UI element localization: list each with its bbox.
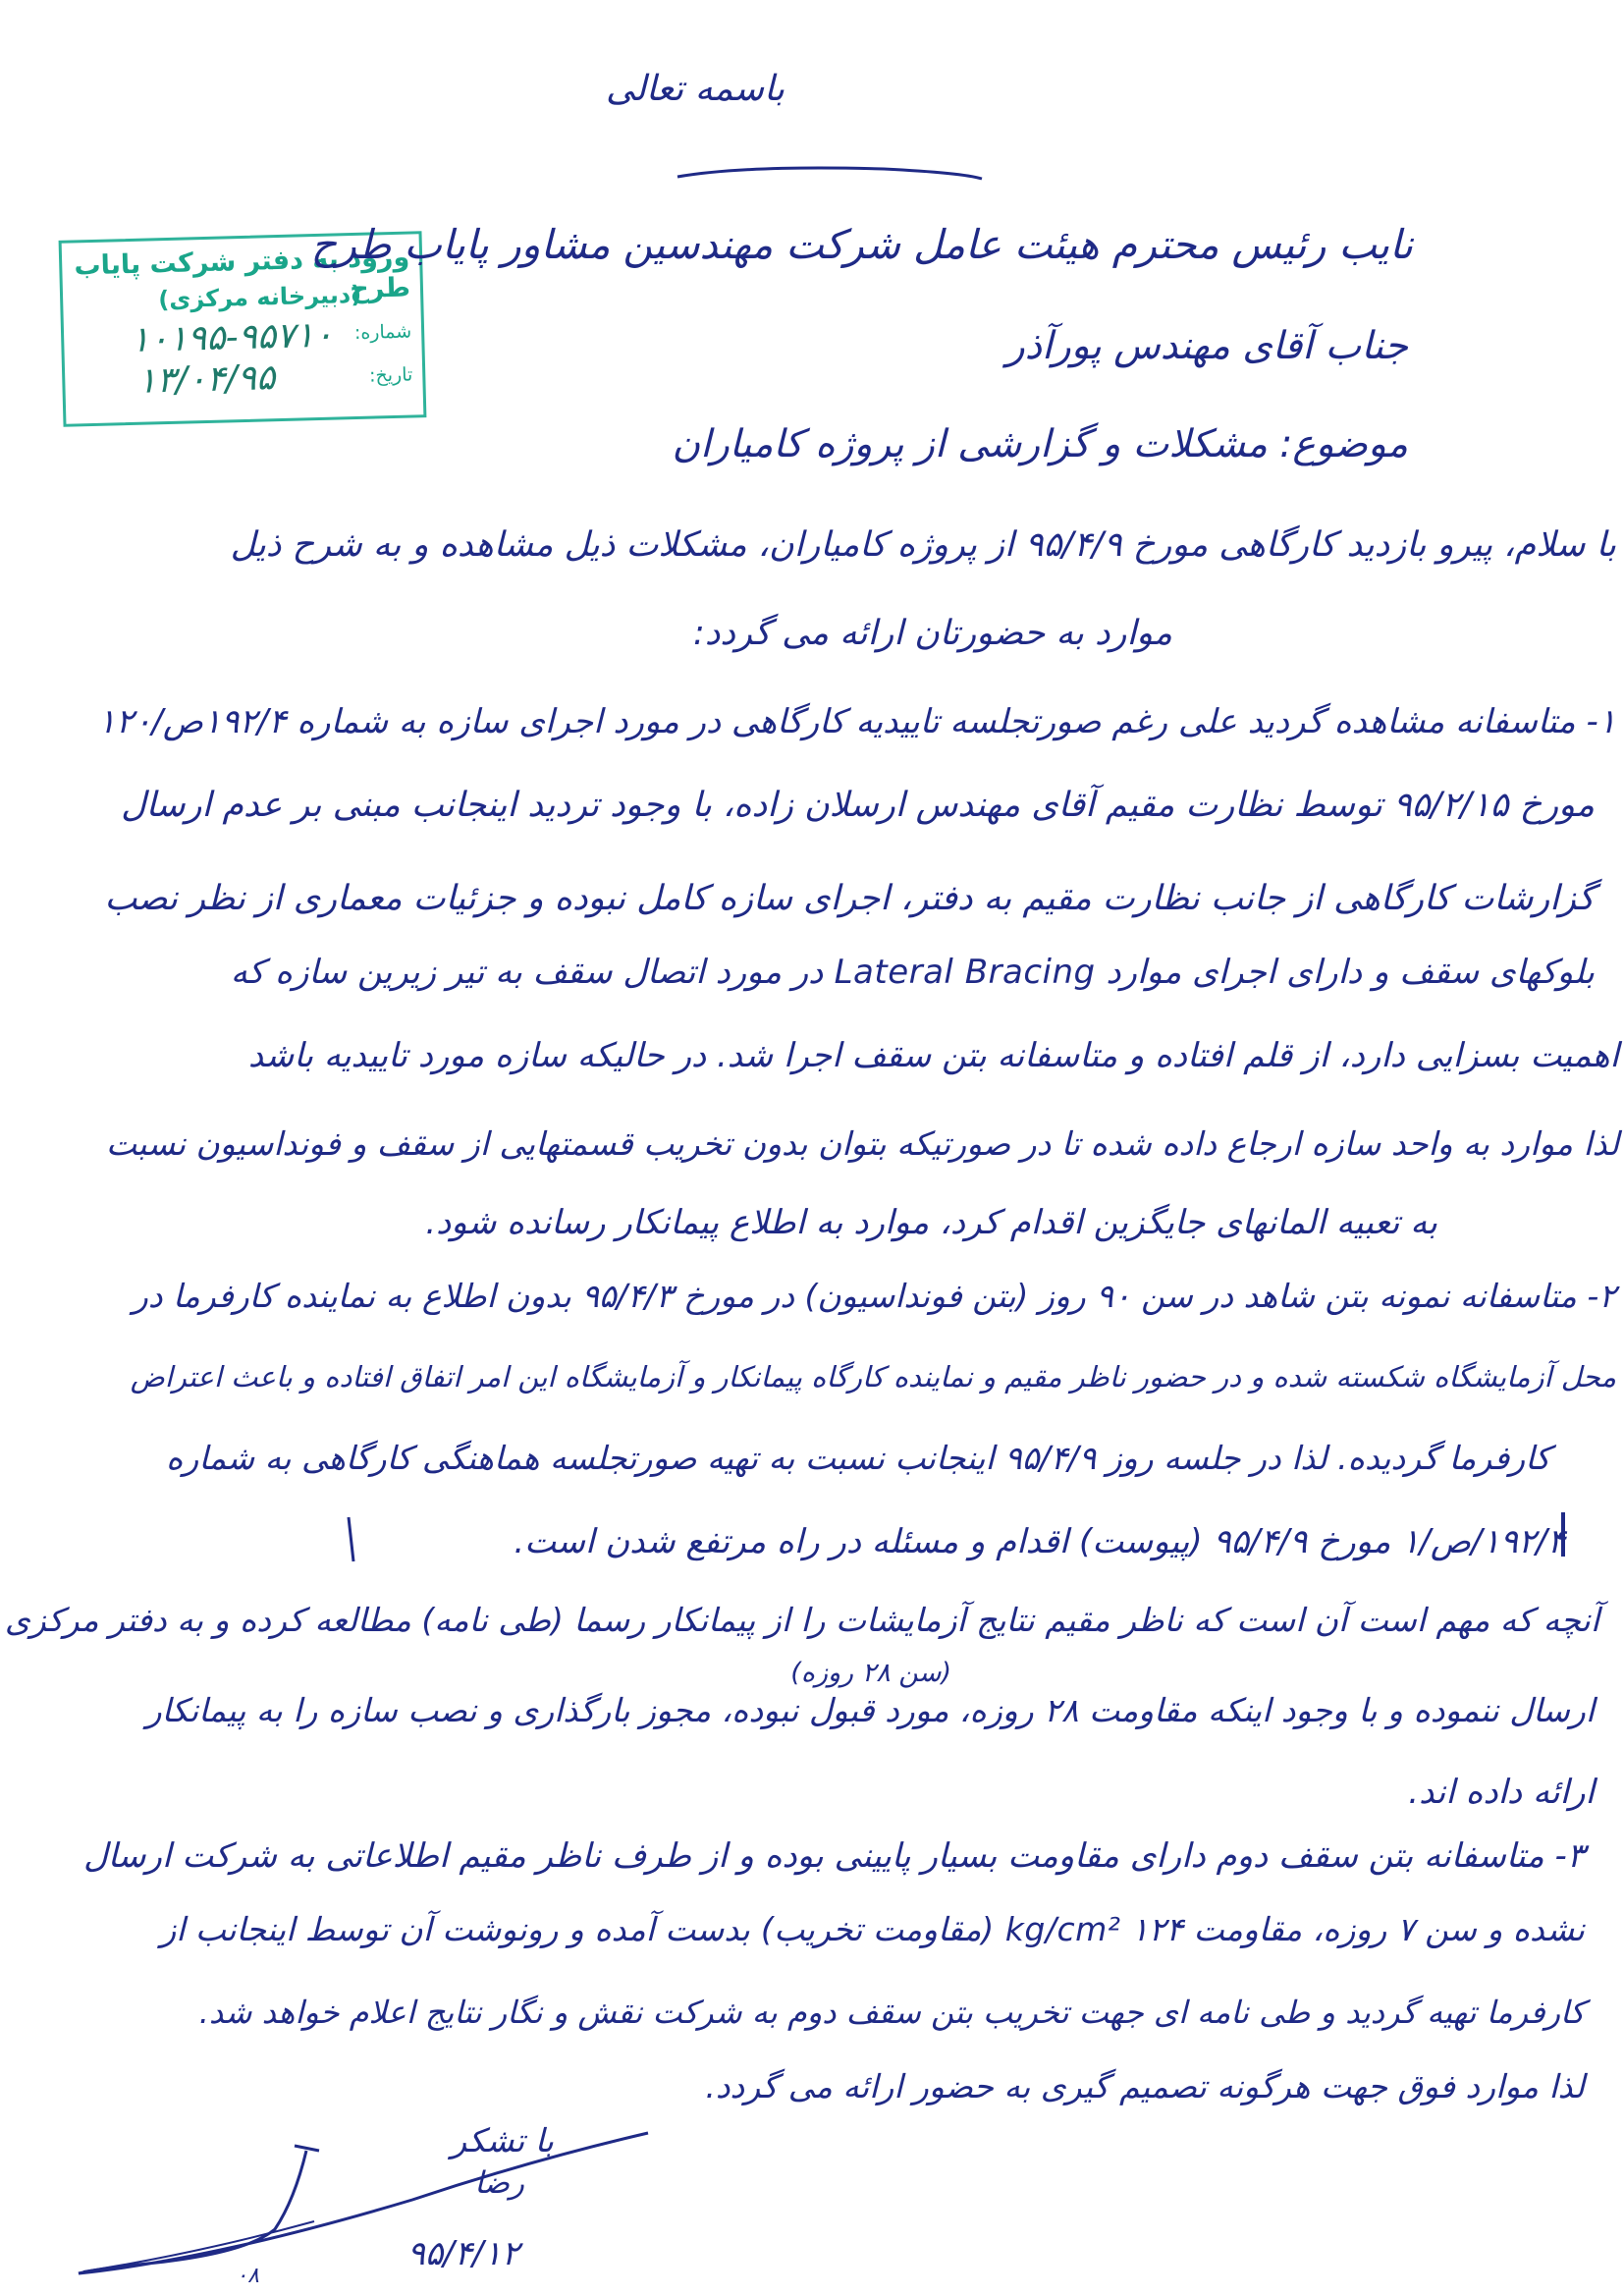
item3-line-2: نشده و سن ۷ روزه، مقاومت ۱۲۴ kg/cm² (مقاومت تخریب) بدست آمده و رونوشت آن توسط اینجانب از (160, 1910, 1585, 1948)
signer-name: رضا (474, 2165, 524, 2201)
stamp-number-label: شماره: (353, 320, 412, 345)
stamp-line2: (دبیرخانه مرکزی) (157, 280, 362, 314)
item2-line-4: ۱۹۲/۴/ص/۱ مورخ ۹۵/۴/۹ (پیوست) اقدام و مسئله در راه مرتفع شدن است. (514, 1522, 1565, 1561)
corner-mark: ۰۸ (236, 2264, 259, 2288)
intro-line-1: با سلام، پیرو بازدید کارگاهی مورخ ۹۵/۴/۹ از پروژه کامیاران، مشکلات ذیل مشاهده و به شرح ذیل (230, 525, 1616, 565)
item1-line-1: ۱- متاسفانه مشاهده گردید علی رغم صورتجلسه تاییدیه کارگاهی در مورد اجرای سازه به شماره ۱۹۲/۴ص/۱۲۰ (97, 702, 1616, 741)
attention-line: جناب آقای مهندس پورآذر (1005, 324, 1408, 368)
item2-line-1: ۲- متاسفانه نمونه بتن شاهد در سن ۹۰ روز (بتن فونداسیون) در مورخ ۹۵/۴/۳ بدون اطلاع به نماینده کارفرما در (132, 1277, 1616, 1315)
item2b-line-2: ارسال ننموده و با وجود اینکه مقاومت ۲۸ روزه، مورد قبول نبوده، مجوز بارگذاری و نصب سازه را به پیمانکار (145, 1691, 1595, 1729)
stamp-date-label: تاریخ: (368, 363, 413, 387)
letter-date: ۹۵/۴/۱۲ (406, 2234, 519, 2273)
item3-line-3: کارفرما تهیه گردید و طی نامه ای جهت تخریب بتن سقف دوم به شرکت نقش و نگار نتایج اعلام خواهد شد. (198, 1994, 1585, 2031)
closing-text: با تشکر (451, 2121, 554, 2159)
item1-line-2: مورخ ۹۵/۲/۱۵ توسط نظارت مقیم آقای مهندس ارسلان زاده، با وجود تردید اینجانب مبنی بر عدم ارسال (121, 786, 1595, 825)
item3-line-1: ۳- متاسفانه بتن سقف دوم دارای مقاومت بسیار پایینی بوده و از طرف ناظر مقیم اطلاعاتی به شرکت ارسال (82, 1836, 1585, 1876)
stamp-line1: ورود به دفتر شرکت پایاب طرح (74, 242, 411, 305)
item2b-line-3: ارائه داده اند. (1408, 1773, 1595, 1812)
stamp-date-value: ۱۳/۰۴/۹۵ (136, 357, 276, 402)
recipient-line: نایب رئیس محترم هیئت عامل شرکت مهندسین مشاور پایاب طرح (310, 221, 1413, 268)
subject-line: موضوع: مشکلات و گزارشی از پروژه کامیاران (672, 422, 1408, 466)
item1-line-7: به تعبیه المانهای جایگزین اقدام کرد، موارد به اطلاع پیمانکار رسانده شود. (425, 1203, 1437, 1242)
stamp-number-value: ۱۰۱۹۵-۹۵۷۱۰ (130, 314, 334, 360)
item3-line-4: لذا موارد فوق جهت هرگونه تصمیم گیری به حضور ارائه می گردد. (705, 2067, 1585, 2105)
item1-line-3: گزارشات کارگاهی از جانب نظارت مقیم به دفتر، اجرای سازه کامل نبوده و جزئیات معماری از نظر نصب (104, 879, 1595, 918)
letter-heading: باسمه تعالی (605, 69, 785, 109)
intro-line-2: موارد به حضورتان ارائه می گردد: (693, 614, 1172, 653)
item2-line-3: کارفرما گردیده. لذا در جلسه روز ۹۵/۴/۹ اینجانب نسبت به تهیه صورتجلسه هماهنگی کارگاهی به شماره (166, 1439, 1550, 1477)
item1-line-6: لذا موارد به واحد سازه ارجاع داده شده تا در صورتیکه بتوان بدون تخریب قسمتهایی از سقف و فونداسیون نسبت (106, 1124, 1619, 1163)
item1-line-5: اهمیت بسزایی دارد، از قلم افتاده و متاسفانه بتن سقف اجرا شد. در حالیکه سازه مورد تاییدیه باشد (247, 1036, 1619, 1075)
item2b-line-1: آنچه که مهم است آن است که ناظر مقیم نتایج آزمایشات را از پیمانکار رسما (طی نامه) مطالعه کرده و به دفتر مرکزی (4, 1601, 1599, 1639)
item2b-note: (سن ۲۸ روزه) (790, 1658, 951, 1688)
item2-line-2: محل آزمایشگاه شکسته شده و در حضور ناظر مقیم و نماینده کارگاه پیمانکار و آزمایشگاه این امر اتفاق افتاده و باعث اعتراض (130, 1360, 1616, 1394)
item1-line-4: بلوکهای سقف و دارای اجرای موارد Lateral Bracing در مورد اتصال سقف به تیر زیرین سازه که (230, 953, 1595, 992)
